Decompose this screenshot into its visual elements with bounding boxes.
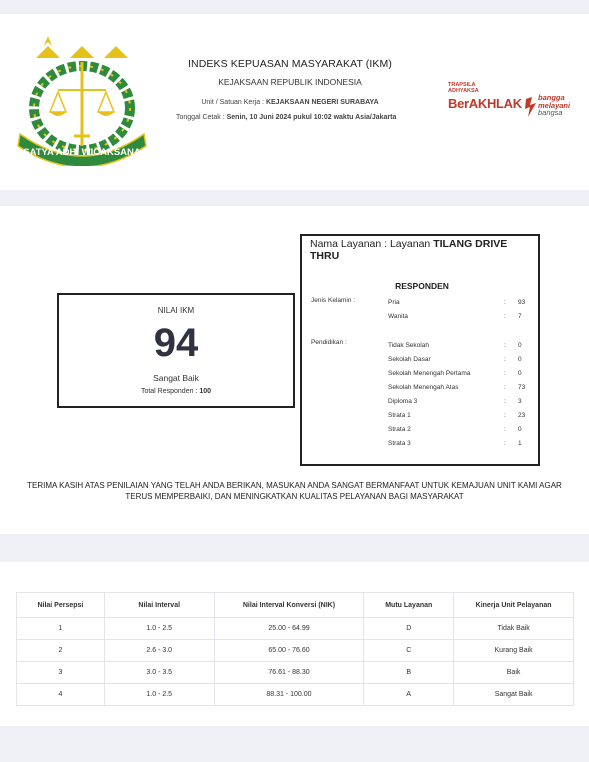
gender-label: Jenis Kelamin :: [311, 297, 356, 304]
bangga-melayani-badge: [524, 94, 584, 124]
table-row: 2 2.6 - 3.0 65.00 - 76.60 C Kurang Baik: [17, 640, 574, 662]
education-row: Diploma 3 : 3: [388, 398, 522, 405]
print-label: Tonggal Cetak :: [176, 114, 225, 121]
ikm-label: NILAI IKM: [157, 306, 195, 315]
print-value: Senin, 10 Juni 2024 pukul 10:02 waktu Asia/Jakarta: [226, 114, 397, 121]
gender-row-label: Wanita: [388, 313, 408, 320]
education-row: Sekolah Dasar : 0: [388, 356, 522, 363]
bangga-mark-icon: [524, 95, 538, 119]
bangga-line3: bangsa: [538, 108, 563, 117]
gender-row-value: 7: [518, 313, 522, 320]
interval-section: [0, 562, 589, 726]
table-header-row: [17, 593, 574, 618]
service-name-prefix: Nama Layanan : Layanan: [310, 238, 431, 250]
column-header: Mutu Layanan: [364, 593, 454, 618]
education-row: Strata 2 : 0: [388, 426, 522, 433]
kejaksaan-emblem-logo: [14, 28, 150, 166]
respondents-label: Total Responden :: [140, 388, 198, 395]
bangga-text: [538, 94, 570, 117]
institution-name: KEJAKSAAN REPUBLIK INDONESIA: [218, 77, 362, 87]
interval-table: [16, 592, 574, 706]
education-row: Sekolah Menengah Pertama : 0: [388, 370, 522, 377]
page-title: INDEKS KEPUASAN MASYARAKAT (IKM): [188, 58, 392, 70]
unit-line: [160, 99, 420, 106]
badge-trapsila: TRAPSILA: [448, 82, 476, 88]
service-name: [310, 238, 536, 262]
education-row: Strata 3 : 1: [388, 440, 522, 447]
thank-you-message: TERIMA KASIH ATAS PENILAIAN YANG TELAH ANDA BERIKAN, MASUKAN ANDA SANGAT BERMANFAAT UNTUK KEMAJUAN UNIT KAMI AGAR TERUS MEMPERBAIKI, DAN MENINGKATKAN KUALITAS PELAYANAN BAGI MASYARAKAT: [27, 481, 562, 501]
unit-label: Unit / Satuan Kerja :: [201, 99, 264, 106]
ikm-value: 94: [153, 321, 199, 365]
education-row: Tidak Sekolah : 0: [388, 342, 522, 349]
badge-adhyaksa: ADHYAKSA: [448, 88, 479, 94]
bangga-line2: melayani: [538, 100, 571, 110]
column-header: Kinerja Unit Pelayanan: [454, 593, 574, 618]
bangga-line1: bangga: [538, 93, 565, 102]
unit-value: KEJAKSAAN NEGERI SURABAYA: [265, 99, 379, 106]
header-titles: [160, 58, 420, 106]
respondents-title: RESPONDEN: [395, 281, 449, 291]
print-date-line: [176, 114, 416, 121]
badge-berakhlak: BerAKHLAK: [448, 96, 522, 111]
respondents-value: 100: [199, 388, 212, 395]
logo-motto: SATYA ADHI WICAKSANA: [23, 147, 141, 158]
berakhlak-badge: [448, 82, 524, 122]
table-row: 3 3.0 - 3.5 76.61 - 88.30 B Baik: [17, 662, 574, 684]
service-name-value: TILANG DRIVE THRU: [310, 238, 508, 262]
column-header: Nilai Interval Konversi (NIK): [214, 593, 364, 618]
service-card: [300, 234, 540, 466]
table-row: 1 1.0 - 2.5 25.00 - 64.99 D Tidak Baik: [17, 618, 574, 640]
column-header: Nilai Persepsi: [17, 593, 105, 618]
education-row: Strata 1 : 23: [388, 412, 526, 419]
ikm-category: Sangat Baik: [153, 373, 199, 383]
ikm-score-card: [57, 293, 295, 408]
gender-row-label: Pria: [388, 299, 400, 306]
education-row: Sekolah Menengah Atas : 73: [388, 384, 526, 391]
gender-row-value: 93: [518, 299, 526, 306]
gender-row: Pria : 93: [388, 299, 526, 306]
summary-section: [0, 206, 589, 534]
gender-row: Wanita : 7: [388, 313, 522, 320]
column-header: Nilai Interval: [104, 593, 214, 618]
table-row: 4 1.0 - 2.5 88.31 - 100.00 A Sangat Baik: [17, 684, 574, 706]
education-label: Pendidikan :: [311, 339, 347, 346]
total-respondents: [59, 388, 293, 395]
header: [0, 14, 589, 190]
